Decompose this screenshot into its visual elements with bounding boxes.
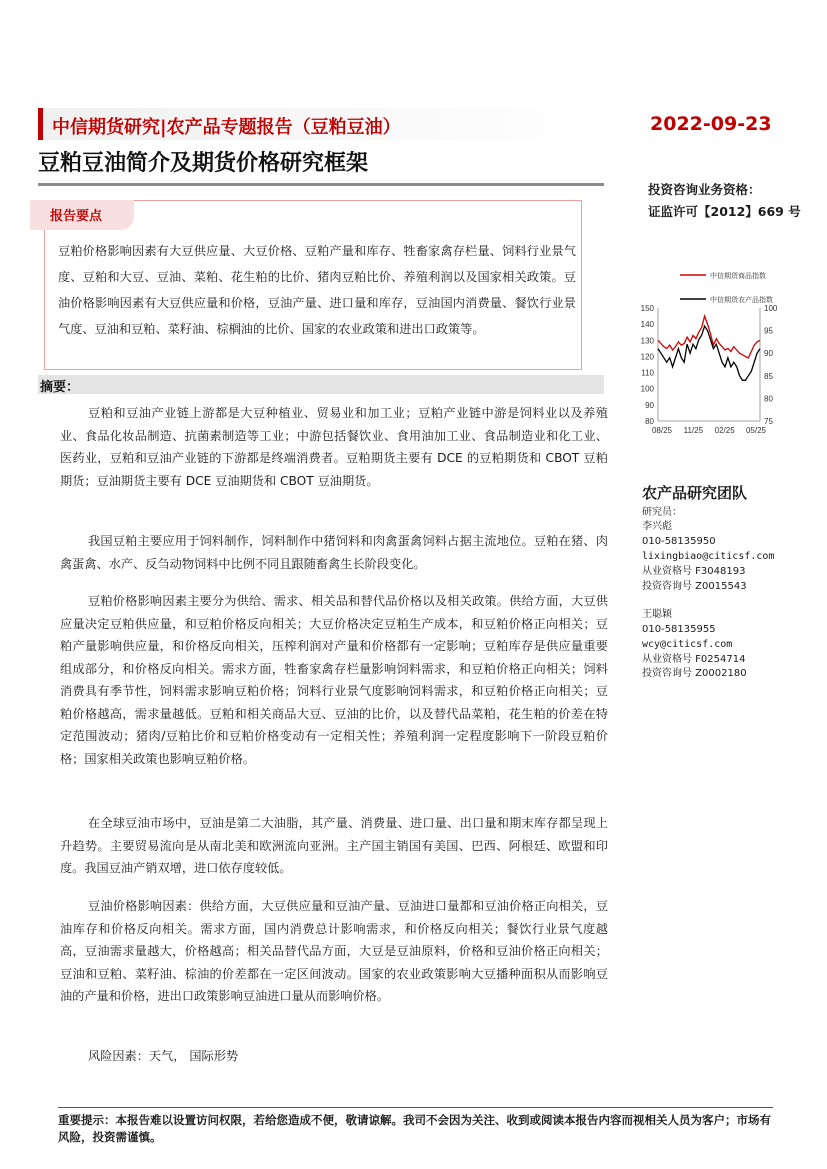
y-tick-right: 90 xyxy=(764,349,773,359)
y-tick-right: 95 xyxy=(764,326,773,336)
x-tick: 05/25 xyxy=(745,426,767,435)
legend-label: 中信期货商品指数 xyxy=(710,273,766,280)
researcher-name: 王聪颖 xyxy=(642,609,672,620)
researcher-email[interactable]: lixingbiao@citicsf.com xyxy=(642,551,775,562)
abstract-paragraph: 豆粕和豆油产业链上游都是大豆种植业、贸易业和加工业；豆粕产业链中游是饲料业以及养殖业、食品化妆品制造、抗菌素制造等工业；中游包括餐饮业、食用油加工业、食品制造业和化工业、医药业，豆粕和豆油产业链的下游都是终端消费者。豆粕期货主要有 DCE 的豆粕期货和 CBOT 豆粕期货；豆油期货主要有 DCE 豆油期货和 CBOT 豆油期货。 xyxy=(60,406,608,488)
y-tick-left: 130 xyxy=(640,336,654,346)
researcher-phone: 010-58135950 xyxy=(642,536,716,547)
researcher-email[interactable]: wcy@citicsf.com xyxy=(642,639,733,650)
abstract-header-bar xyxy=(38,375,604,394)
y-tick-right: 100 xyxy=(764,304,778,313)
qualification-value: 证监许可【2012】669 号 xyxy=(648,204,801,219)
y-tick-left: 110 xyxy=(641,368,654,378)
y-tick-left: 100 xyxy=(640,384,654,394)
y-tick-left: 120 xyxy=(640,352,654,362)
y-tick-left: 140 xyxy=(640,320,654,330)
series-line xyxy=(658,326,760,380)
series-title: 中信期货研究|农产品专题报告（豆粕豆油） xyxy=(52,117,401,138)
researcher-name: 李兴彪 xyxy=(642,521,672,532)
key-points-label: 报告要点 xyxy=(50,209,103,224)
y-tick-right: 80 xyxy=(764,394,773,404)
index-line-chart xyxy=(628,258,808,438)
researcher-phone: 010-58135955 xyxy=(642,624,716,635)
legend-label: 中信期货农产品指数 xyxy=(710,297,773,304)
key-points-text: 豆粕价格影响因素有大豆供应量、大豆价格、豆粕产量和库存、牲畜家禽存栏量、饲料行业景气度、豆粕和大豆、豆油、菜粕、花生粕的比价、猪肉豆粕比价、养殖利润以及国家相关政策。豆油价格影响因素有大豆供应量和价格，豆油产量、进口量和库存，豆油国内消费量、餐饮行业景气度、豆油和豆粕、菜籽油、棕榈油的比价、国家的农业政策和进出口政策等。 xyxy=(58,244,576,336)
footer-disclaimer: 重要提示：本报告难以设置访问权限，若给您造成不便，敬请谅解。我司不会因为关注、收到或阅读本报告内容而视相关人员为客户；市场有风险，投资需谨慎。 xyxy=(58,1113,771,1144)
researcher-license: 从业资格号 F3048193 xyxy=(642,566,746,577)
qualification-label: 投资咨询业务资格： xyxy=(648,182,761,197)
abstract-paragraph: 在全球豆油市场中，豆油是第二大油脂，其产量、消费量、进口量、出口量和期末库存都呈现上升趋势。主要贸易流向是从南北美和欧洲流向亚洲。主产国主销国有美国、巴西、阿根廷、欧盟和印度。我国豆油产销双增，进口依存度较低。 xyxy=(60,816,608,875)
y-tick-left: 150 xyxy=(640,304,654,313)
researcher-label: 研究员： xyxy=(642,507,682,518)
abstract-paragraph: 我国豆粕主要应用于饲料制作，饲料制作中猪饲料和肉禽蛋禽饲料占据主流地位。豆粕在猪、肉禽蛋禽、水产、反刍动物饲料中比例不同且跟随畜禽生长阶段变化。 xyxy=(60,534,608,571)
y-tick-left: 80 xyxy=(645,417,654,426)
researcher-advisory: 投资咨询号 Z0002180 xyxy=(642,668,747,679)
abstract-paragraph: 豆油价格影响因素：供给方面，大豆供应量和豆油产量、豆油进口量都和豆油价格正向相关，豆油库存和价格反向相关。需求方面，国内消费总计影响需求，和价格反向相关；餐饮行业景气度越高，豆油需求量越大，价格越高；相关品替代品方面，大豆是豆油原料，价格和豆油价格正向相关；豆油和豆粕、菜籽油、棕油的价差都在一定区间波动。国家的农业政策影响大豆播种面积从而影响豆油的产量和价格，进出口政策影响豆油进口量从而影响价格。 xyxy=(60,899,608,1003)
abstract-paragraph: 豆粕价格影响因素主要分为供给、需求、相关品和替代品价格以及相关政策。供给方面，大豆供应量决定豆粕供应量，和豆粕价格反向相关；大豆价格决定豆粕生产成本，和豆粕价格正向相关；豆粕产量影响供应量，和价格反向相关，压榨利润对产量和价格都有一定影响；豆粕库存是供应量重要组成部分，和价格反向相关。需求方面，牲畜家禽存栏量影响饲料需求，和豆粕价格正向相关；饲料消费具有季节性，饲料需求影响豆粕价格；饲料行业景气度影响饲料需求，和豆粕价格正向相关；豆粕价格越高，需求量越低。豆粕和相关商品大豆、豆油的比价，以及替代品菜粕，花生粕的价差在特定范围波动；猪肉/豆粕比价和豆粕价格变动有一定相关性；养殖利润一定程度影响下一阶段豆粕价格；国家相关政策也影响豆粕价格。 xyxy=(60,594,608,766)
title-divider xyxy=(38,183,604,186)
x-tick: 11/25 xyxy=(683,426,704,435)
risk-factors: 风险因素：天气， 国际形势 xyxy=(88,1049,239,1063)
footer-divider xyxy=(58,1107,773,1108)
abstract-label: 摘要： xyxy=(40,380,80,395)
report-title: 豆粕豆油简介及期货价格研究框架 xyxy=(38,151,369,176)
team-title: 农产品研究团队 xyxy=(642,484,748,502)
report-date: 2022-09-23 xyxy=(650,113,772,135)
y-tick-right: 75 xyxy=(764,417,773,426)
header-accent-bar xyxy=(38,108,43,140)
researcher-advisory: 投资咨询号 Z0015543 xyxy=(642,581,747,592)
y-tick-left: 90 xyxy=(645,400,654,410)
x-tick: 02/25 xyxy=(714,426,735,435)
x-tick: 08/25 xyxy=(651,426,673,435)
y-tick-right: 85 xyxy=(764,371,773,381)
researcher-license: 从业资格号 F0254714 xyxy=(642,654,746,665)
